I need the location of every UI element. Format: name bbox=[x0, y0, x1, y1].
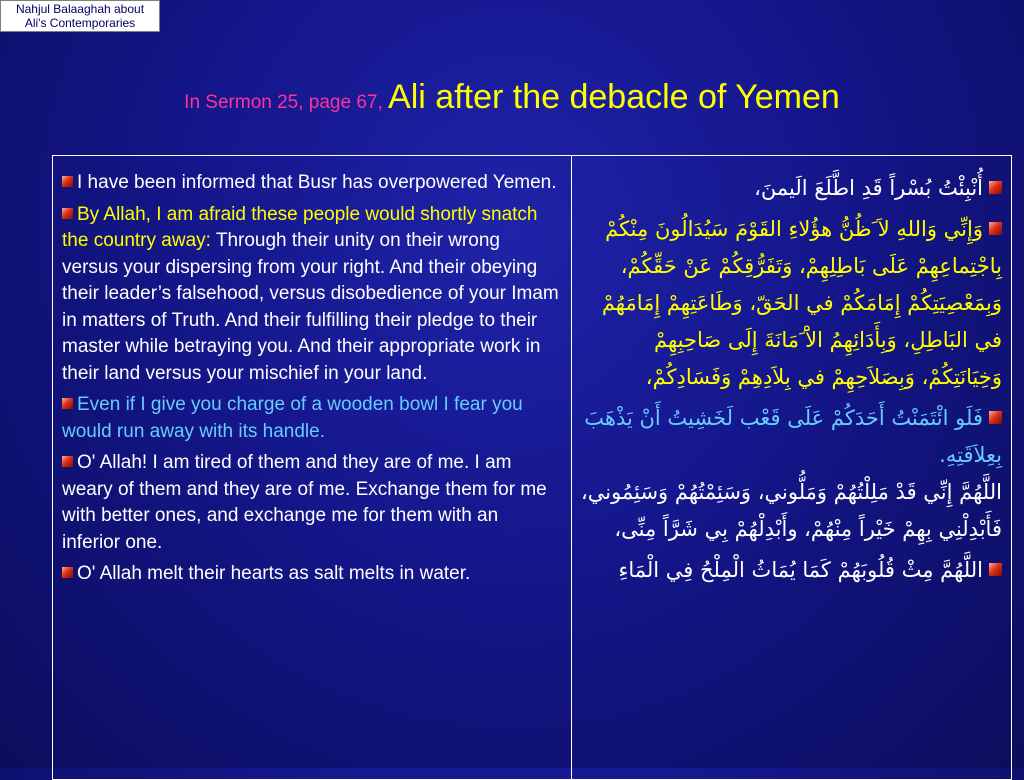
arabic-text-3: فَلَو ائْتَمَنْتُ أَحَدَكُمْ عَلَى قَعْب لَخَشِيتُ أَنْ يَذْهَبَ بِعِلاَقَتِهِ. bbox=[584, 406, 1002, 467]
english-paragraph-3 bbox=[62, 392, 561, 445]
arabic-paragraph-5 bbox=[580, 552, 1002, 589]
english-text-3: Even if I give you charge of a wooden bowl I fear you would run away with its handle. bbox=[62, 394, 523, 442]
english-text-2a: By Allah, I am afraid these people would shortly snatch the country away: bbox=[62, 203, 538, 251]
slide-corner-label bbox=[0, 0, 160, 32]
slide-title bbox=[0, 78, 1024, 117]
square-bullet-icon bbox=[62, 456, 73, 467]
english-column bbox=[53, 156, 572, 779]
english-text-2b: Through their unity on their wrong versus your dispersing from your right. And their obeying their leader’s falsehood, versus disobedience of your Imam in matters of Truth. And their fulfilling their pledge to their master while betraying you. And their appropriate work in their land versus your mischief in your land. bbox=[62, 230, 559, 384]
arabic-paragraph-2 bbox=[580, 211, 1002, 396]
english-text-4: O' Allah! I am tired of them and they are of me. I am weary of them and they are of me. Exchange them for me with better ones, and exchange me for them with an inferior one. bbox=[62, 452, 547, 553]
corner-label-line1: Nahjul Balaaghah about bbox=[15, 2, 145, 16]
square-bullet-icon bbox=[62, 567, 73, 578]
sermon-reference: In Sermon 25, page 67, bbox=[184, 92, 389, 113]
english-paragraph-1 bbox=[62, 170, 561, 197]
arabic-paragraph-1 bbox=[580, 170, 1002, 207]
corner-label-line2: Ali's Contemporaries bbox=[24, 16, 136, 30]
english-text-1: I have been informed that Busr has overpowered Yemen. bbox=[77, 172, 557, 193]
square-bullet-icon bbox=[989, 411, 1002, 424]
slide-title-main: Ali after the debacle of Yemen bbox=[388, 78, 840, 116]
square-bullet-icon bbox=[62, 176, 73, 187]
english-paragraph-2 bbox=[62, 202, 561, 388]
text-table bbox=[52, 155, 1012, 780]
arabic-text-2: وَإِنِّي وَاللهِ لاَ َظُنُّ هؤُلاءِ القَوْمَ سَيُدَالُونَ مِنْكُمْ بِاجْتِماعِهِمْ عَلَى بَاطِلِهِمْ، وَتَفَرُّقِكُمْ عَنْ حَقِّكُمْ، وَبِمَعْصِيَتِكُمْ إِمَامَكُمْ في الحَقّ، وَطَاعَتِهِمْ إِمَامَهُمْ في البَاطِلِ، وَبِأَدَائِهِمُ الاَْ َمَانَةَ إِلَى صَاحِبِهِمْ وَخِيَانَتِكُمْ، وَبِصَلاَحِهِمْ في بِلاَدِهِمْ وَفَسَادِكُمْ، bbox=[601, 217, 1002, 389]
arabic-text-5: اللَّهُمَّ مِثْ قُلُوبَهُمْ كَمَا يُمَاثُ الْمِلْحُ فِي الْمَاءِ bbox=[618, 558, 983, 582]
square-bullet-icon bbox=[989, 181, 1002, 194]
square-bullet-icon bbox=[62, 208, 73, 219]
english-text-5: O' Allah melt their hearts as salt melts in water. bbox=[77, 563, 471, 584]
arabic-text-1: أُنْبِئْتُ بُسْراً قَدِ اطَّلَعَ الَيمنَ، bbox=[754, 176, 983, 200]
english-paragraph-4 bbox=[62, 450, 561, 556]
square-bullet-icon bbox=[62, 398, 73, 409]
english-paragraph-5 bbox=[62, 561, 561, 588]
square-bullet-icon bbox=[989, 222, 1002, 235]
arabic-text-4: اللَّهُمَّ إِنِّي قَدْ مَلِلْتُهُمْ وَمَلُّوني، وَسَئِمْتُهُمْ وَسَئِمُوني، فَأَبْدِلْنِي بِهِمْ خَيْراً مِنْهُمْ، وأَبْدِلْهُمْ بِي شَرَّاً مِنِّى، bbox=[581, 480, 1002, 541]
arabic-paragraph-3 bbox=[580, 400, 1002, 548]
square-bullet-icon bbox=[989, 563, 1002, 576]
arabic-column bbox=[572, 156, 1011, 779]
